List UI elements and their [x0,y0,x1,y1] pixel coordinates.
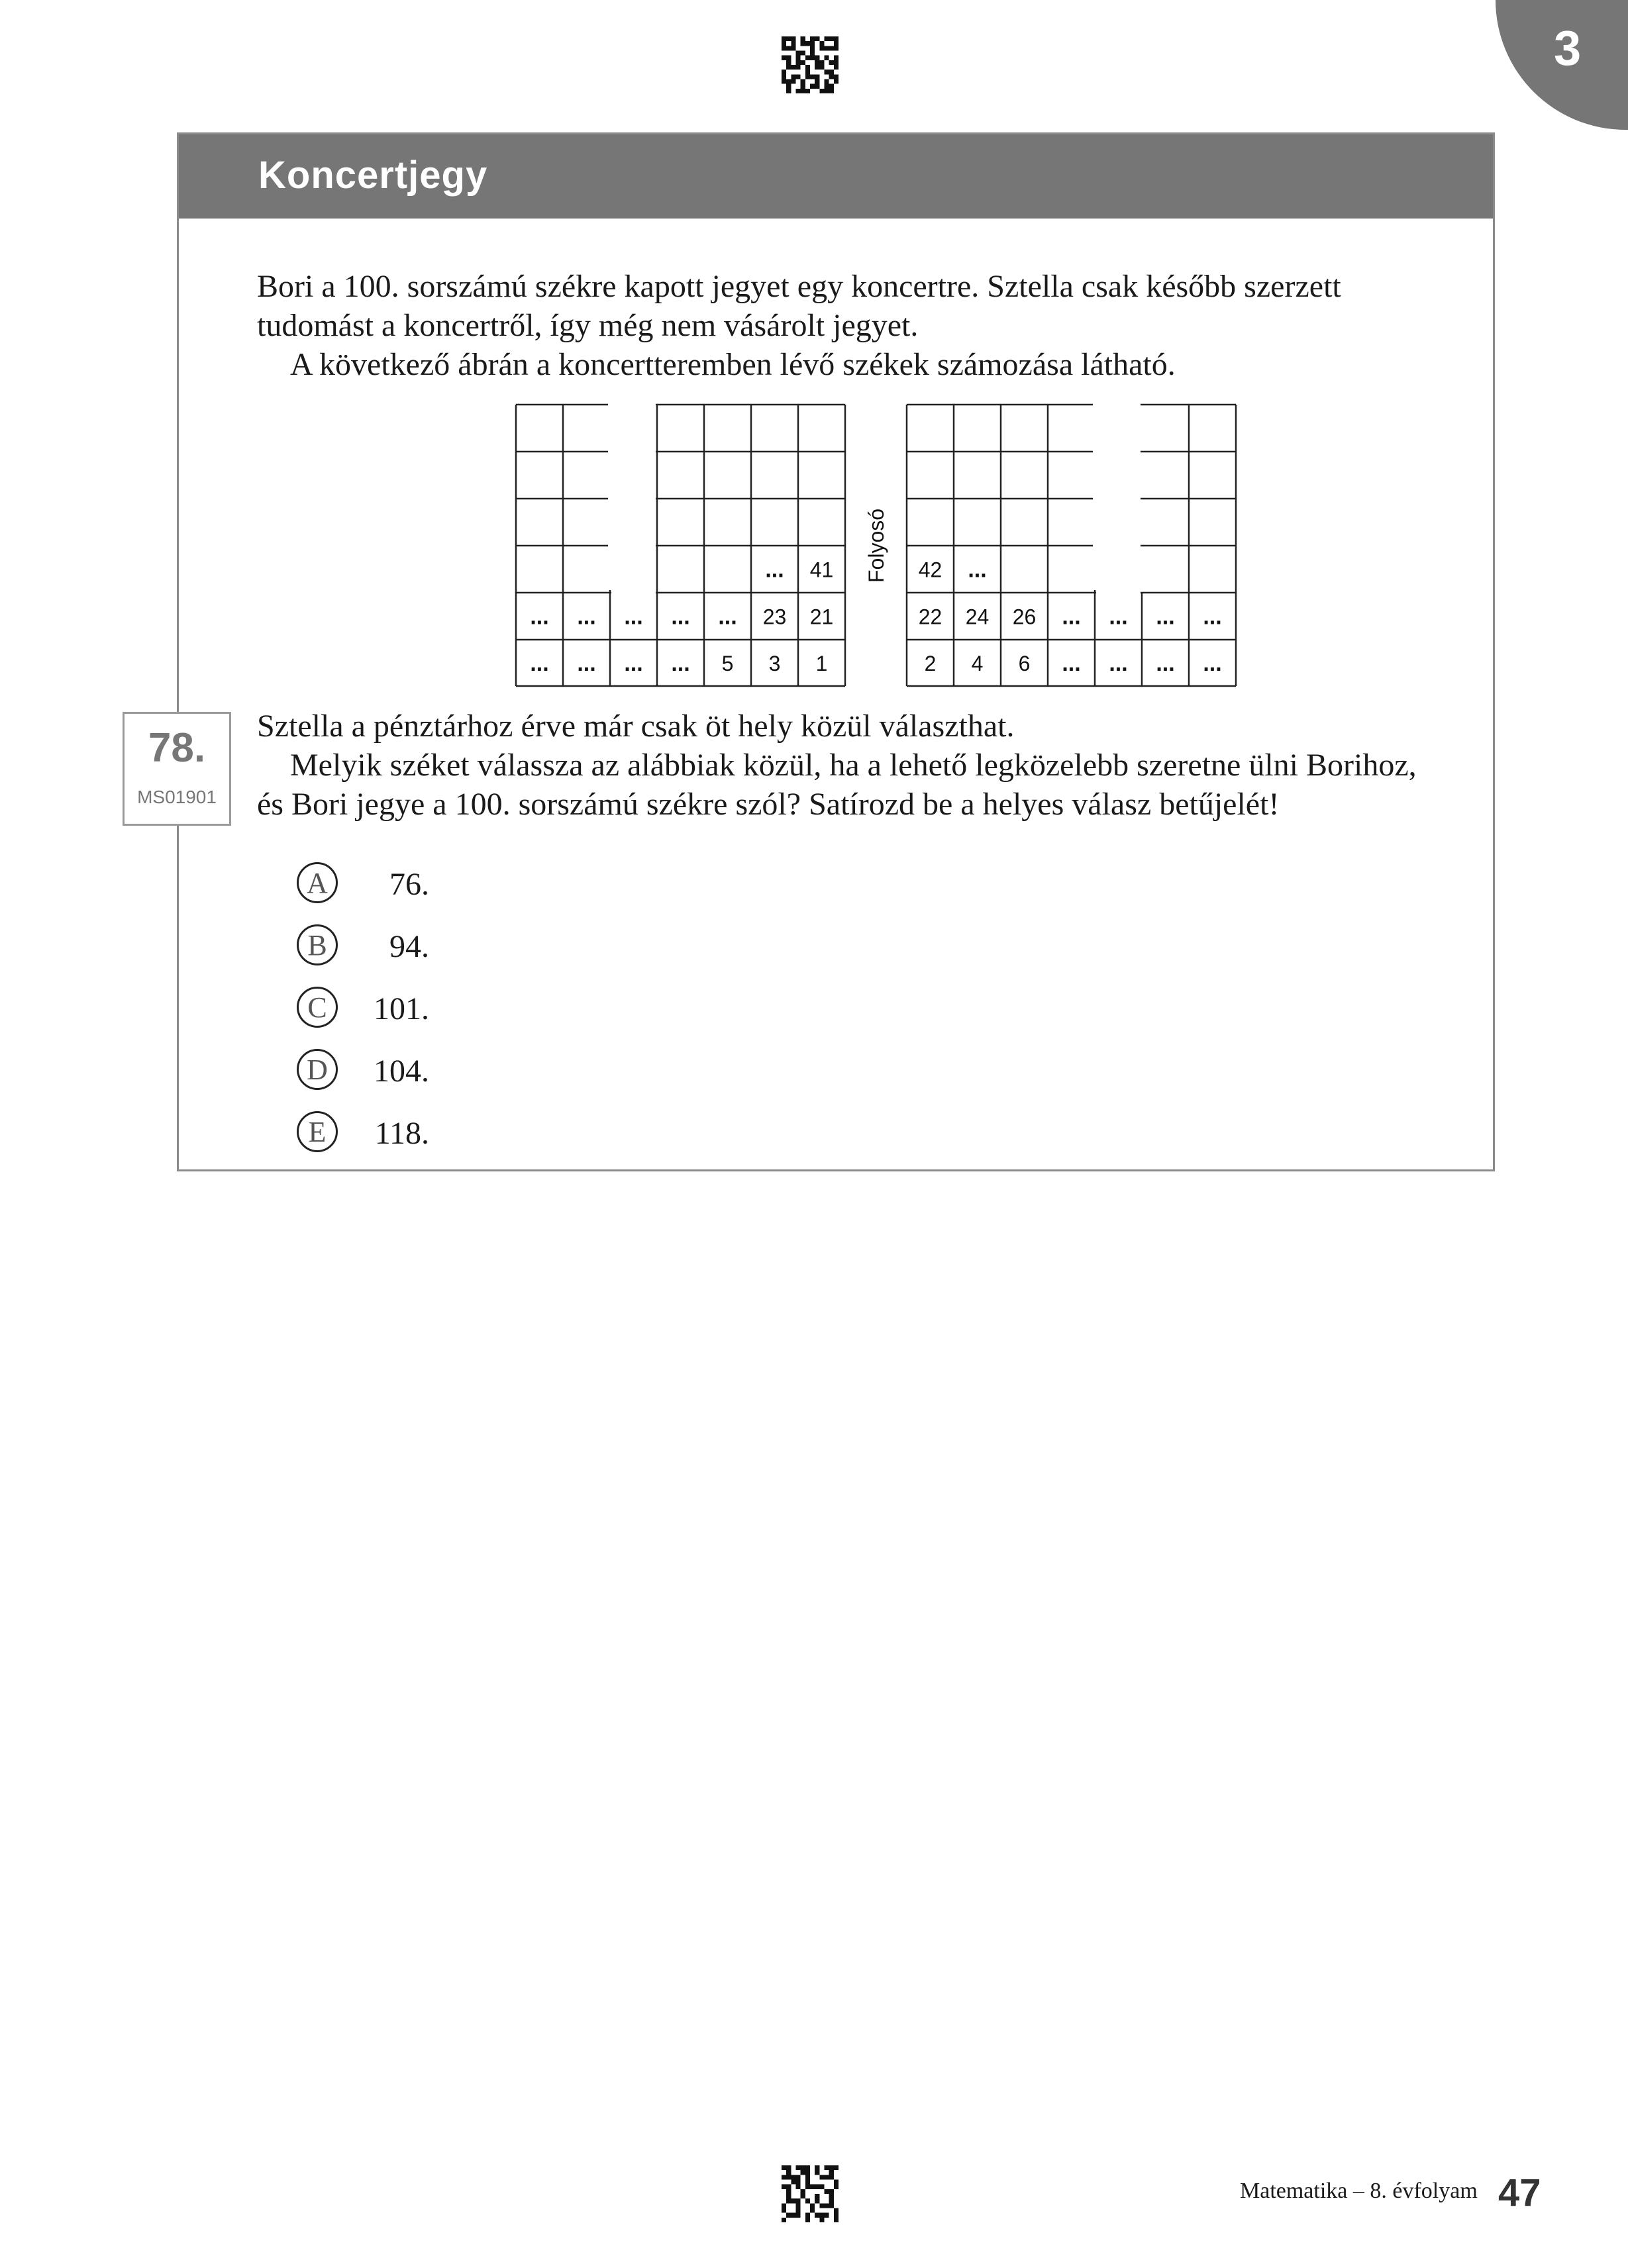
seat-number: 2 [924,652,937,675]
seat-dots: ... [577,651,596,676]
seat-dots: ... [1203,604,1222,630]
footer-subject: Matematika – 8. évfolyam [1240,2179,1478,2203]
seat-dots: ... [765,557,784,583]
seat-number: 26 [1012,605,1037,629]
qr-code-icon [782,2165,839,2222]
seat-number: 22 [918,605,942,629]
seat-number: 21 [809,605,834,629]
seat-number: 1 [815,652,828,675]
seat-dots: ... [530,604,549,630]
option-a-value: 76. [389,867,429,902]
option-b-letter[interactable]: B [297,924,338,965]
seat-dots: ... [968,557,987,583]
option-b-value: 94. [389,929,429,964]
seat-number: 4 [971,652,984,675]
seat-number: 3 [768,652,781,675]
intro-line-3: A következő ábrán a koncertteremben lévő székek számozása látható. [290,347,1176,382]
option-e-letter[interactable]: E [297,1111,338,1152]
seat-number: 41 [809,558,834,582]
task-title: Koncertjegy [258,154,488,197]
seat-dots: ... [530,651,549,676]
seat-dots: ... [624,651,643,676]
seat-dots: ... [1156,604,1175,630]
seat-dots: ... [718,604,737,630]
option-d-letter[interactable]: D [297,1049,338,1090]
intro-line-1: Bori a 100. sorszámú székre kapott jegyet egy koncertre. Sztella csak később szerzett [257,269,1341,304]
question-code: MS01901 [137,787,217,807]
option-c-value: 101. [374,991,429,1026]
seat-dots: ... [624,604,643,630]
seat-dots: ... [671,604,690,630]
question-line-3: és Bori jegye a 100. sorszámú székre szól? Satírozd be a helyes válasz betűjelét! [257,787,1280,822]
intro-line-2: tudomást a koncertről, így még nem vásárolt jegyet. [257,308,919,343]
seat-number: 24 [965,605,990,629]
seat-dots: ... [1109,604,1128,630]
seat-dots: ... [1062,604,1081,630]
option-d-value: 104. [374,1054,429,1089]
grid-gap [1093,403,1097,590]
seat-number: 6 [1018,652,1031,675]
seat-map-diagram [0,0,1628,728]
chapter-number: 3 [1554,21,1582,75]
aisle-label: Folyosó [864,508,888,583]
seat-dots: ... [1156,651,1175,676]
seat-number: 5 [721,652,734,675]
question-line-1: Sztella a pénztárhoz érve már csak öt hely közül választhat. [257,709,1015,744]
question-line-2: Melyik széket válassza az alábbiak közül, ha a lehető legközelebb szeretne ülni Borihoz, [290,748,1417,783]
seat-dots: ... [577,604,596,630]
seat-dots: ... [1062,651,1081,676]
option-c-letter[interactable]: C [297,987,338,1028]
page-number: 47 [1498,2171,1541,2214]
question-number: 78. [148,725,206,771]
seat-number: 42 [918,558,942,582]
option-e-value: 118. [374,1116,429,1151]
seat-dots: ... [671,651,690,676]
seat-dots: ... [1203,651,1222,676]
seat-dots: ... [1109,651,1128,676]
option-a-letter[interactable]: A [297,862,338,903]
question-number-box [123,712,231,826]
seat-number: 23 [762,605,787,629]
grid-gap [608,403,612,590]
